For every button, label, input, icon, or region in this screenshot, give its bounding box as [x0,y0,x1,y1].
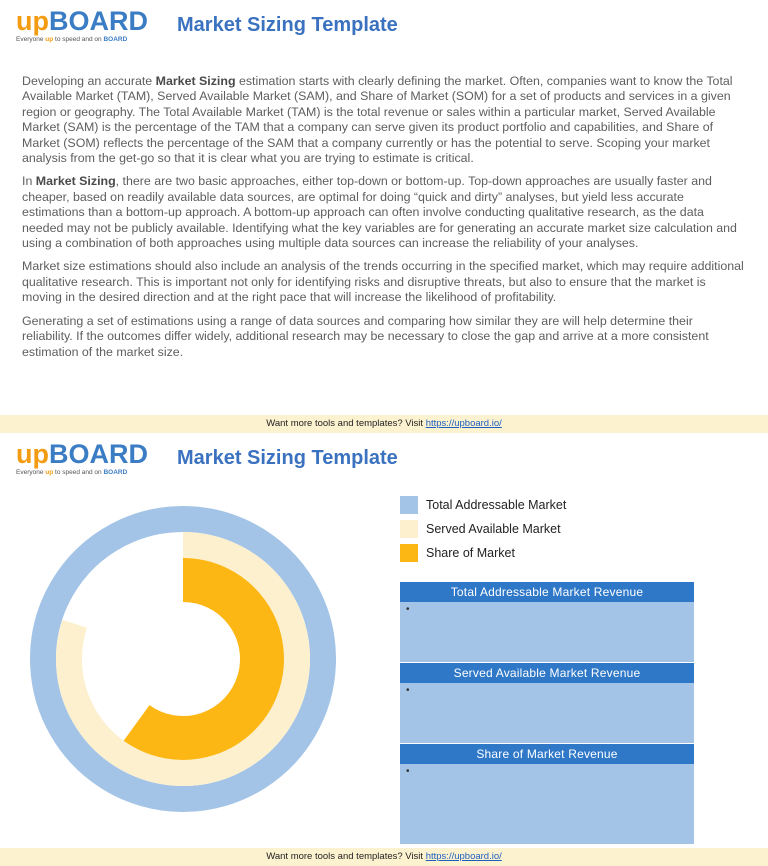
bullet: • [406,766,410,777]
sam-revenue-panel [400,663,694,743]
legend-label-tam: Total Addressable Market [426,498,567,512]
tagline-part: to speed and on [53,36,104,43]
text-run-bold: Market Sizing [155,74,236,88]
tagline-part: up [45,36,54,43]
footer-link[interactable]: https://upboard.io/ [425,851,502,862]
footer-text: Want more tools and templates? Visit [266,418,426,429]
tam-revenue-panel [400,582,694,662]
legend-swatch-sam [400,520,418,538]
chart-legend [400,493,566,565]
bullet: • [406,604,410,615]
legend-swatch-tam [400,496,418,514]
logo-up: up [16,6,49,36]
paragraph [22,74,744,166]
tagline-part: Everyone [16,469,46,476]
som-revenue-panel [400,744,694,844]
page-title: Market Sizing Template [177,447,398,469]
logo-wordmark [16,441,176,468]
legend-item-sam [400,517,566,541]
donut-ring-som [137,580,262,738]
footer-link[interactable]: https://upboard.io/ [425,418,502,429]
text-run-bold: Market Sizing [35,174,116,189]
logo-up: up [16,439,49,469]
footer-banner [0,415,768,433]
legend-label-som: Share of Market [426,546,515,560]
panel-body[interactable] [400,602,694,662]
panel-body[interactable] [400,683,694,743]
bullet: • [406,685,410,696]
panel-heading: Share of Market Revenue [400,744,694,764]
logo-board: BOARD [49,6,148,36]
page-title: Market Sizing Template [177,14,398,36]
intro-text [22,74,744,368]
text-run: estimation starts with clearly defining the market. Often, companies want to know the Total Available Market (TAM), Served Available Market (SAM), and Share of Market (SOM) for a set of products and services in a given region or geography. The Total Available Market (TAM) is the total revenue or sales within a particular market, Served Available Market (SAM) is the percentage of the TAM that a company can serve given its product portfolio and capabilities, and Share of Market (SOM) reflects the percentage of the SAM that a company currently or has the potential to serve. Scoping your market analysis from the get-go so that it is clear what you are trying to estimate is critical. [22,74,733,166]
tagline-part: BOARD [103,36,128,43]
paragraph: Market size estimations should also include an analysis of the trends occurring in the specified market, which may require additional qualitative research. This is important not only for identifying risks and disruptive threats, but also to ensure that the market is moving in the desired direction and at the right pace that will increase the likelihood of profitability. [22,259,744,305]
market-donut-chart [30,494,336,824]
logo-tagline [16,36,176,43]
logo-board: BOARD [49,439,148,469]
tagline-part: Everyone [16,36,46,43]
brand-logo [16,441,176,476]
panel-body[interactable] [400,764,694,844]
brand-logo [16,8,176,43]
text-run: , there are two basic approaches, either top-down or bottom-up. Top-down approaches are usually faster and cheaper, based on readily available data sources, are optimal for doing “quick and dirty” analyses, but yield less accurate estimations than a bottom-up approach. A bottom-up approach can often involve conducting qualitative research, as the data needed may not be publicly available. Identifying what the key variables are for generating an accurate market size calculation and using a combination of both approaches using multiple data sources can increase the reliability of your analyses. [22,174,737,251]
footer-text: Want more tools and templates? Visit [266,851,426,862]
legend-label-sam: Served Available Market [426,522,561,536]
panel-heading: Total Addressable Market Revenue [400,582,694,602]
legend-item-som [400,541,566,565]
paragraph: Generating a set of estimations using a range of data sources and comparing how similar they are will help determine their reliability. If the outcomes differ widely, additional research may be necessary to close the gap and arrive at a more consistent estimation of the market size. [22,313,709,359]
logo-wordmark [16,8,176,35]
tagline-part: BOARD [103,469,128,476]
paragraph [22,174,744,251]
legend-item-tam [400,493,566,517]
footer-banner [0,848,768,866]
panel-heading: Served Available Market Revenue [400,663,694,683]
text-run: In [22,174,36,189]
tagline-part: up [45,469,54,476]
legend-swatch-som [400,544,418,562]
tagline-part: to speed and on [53,469,104,476]
logo-tagline [16,469,176,476]
text-run: Developing an accurate [22,74,156,88]
